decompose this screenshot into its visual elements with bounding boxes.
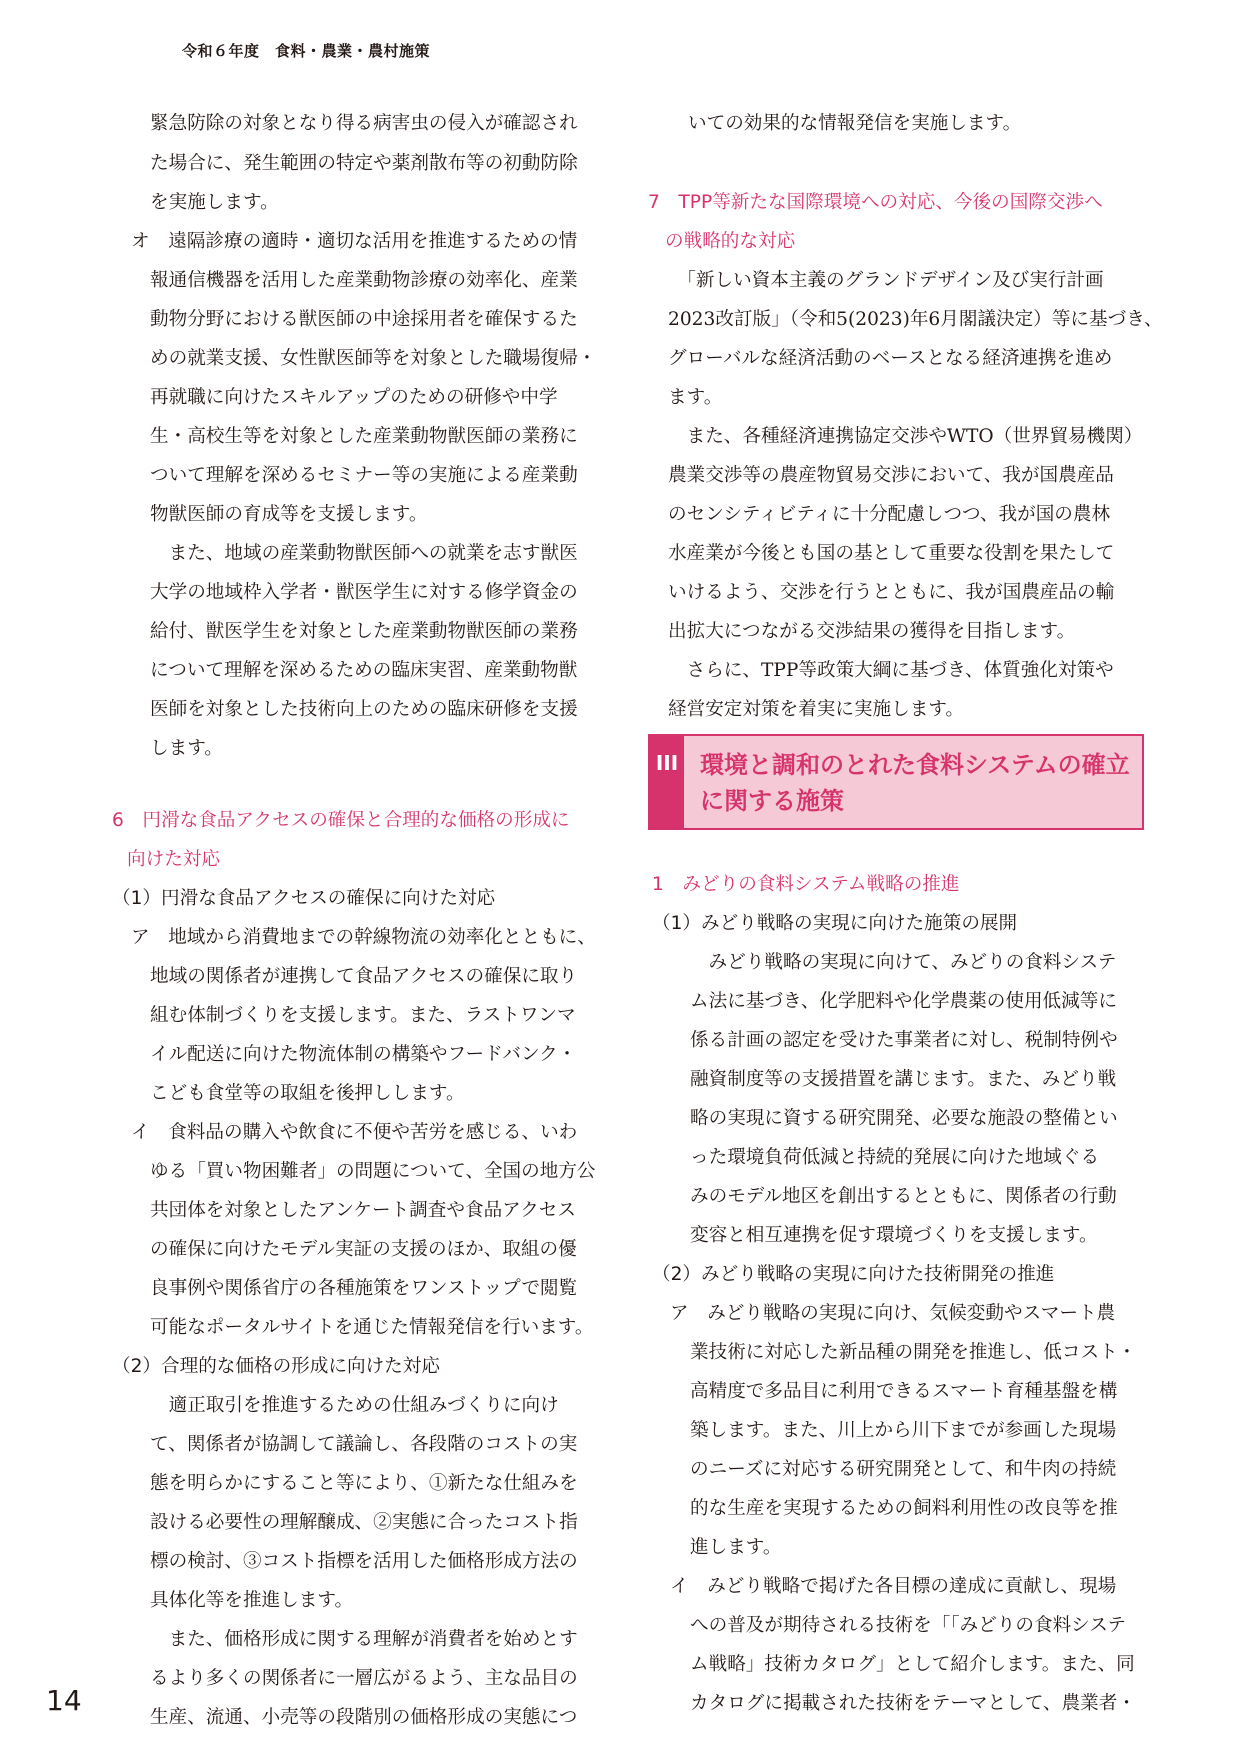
body-line: 設ける必要性の理解醸成、②実態に合ったコスト指: [150, 1512, 578, 1533]
body-line: 生産、流通、小売等の段階別の価格形成の実態につ: [150, 1707, 578, 1728]
subheading: （2）合理的な価格の形成に向けた対応: [112, 1356, 440, 1377]
body-line: 組む体制づくりを支援します。また、ラストワンマ: [150, 1005, 576, 1026]
page-number: 14: [46, 1684, 82, 1717]
section-heading-1: 1 みどりの食料システム戦略の推進: [652, 874, 960, 895]
body-line: 係る計画の認定を受けた事業者に対し、税制特例や: [690, 1030, 1118, 1051]
body-line: 的な生産を実現するための飼料利用性の改良等を推: [690, 1498, 1118, 1519]
body-line: いての効果的な情報発信を実施します。: [688, 113, 1022, 134]
body-line: 可能なポータルサイトを通じた情報発信を行います。: [150, 1317, 594, 1338]
body-line: イ みどり戦略で掲げた各目標の達成に貢献し、現場: [670, 1576, 1117, 1597]
body-line: 態を明らかにすること等により、①新たな仕組みを: [150, 1473, 578, 1494]
body-line: 変容と相互連携を促す環境づくりを支援します。: [690, 1225, 1098, 1246]
body-line: 緊急防除の対象となり得る病害虫の侵入が確認され: [150, 113, 578, 134]
body-line: 良事例や関係省庁の各種施策をワンストップで閲覧: [150, 1278, 578, 1299]
body-line: 地域の関係者が連携して食品アクセスの確保に取り: [150, 966, 578, 987]
body-line: ム戦略」技術カタログ」として紹介します。また、同: [690, 1654, 1135, 1675]
body-line: オ 遠隔診療の適時・適切な活用を推進するための情: [131, 231, 578, 252]
body-line: について理解を深めるための臨床実習、産業動物獣: [150, 660, 578, 681]
body-line: 水産業が今後とも国の基として重要な役割を果たして: [668, 543, 1115, 564]
section-heading-6-cont: 向けた対応: [127, 849, 220, 870]
body-line: さらに、TPP等政策大綱に基づき、体質強化対策や: [668, 660, 1114, 681]
section-title-line1: 環境と調和のとれた食料システムの確立: [700, 751, 1130, 779]
body-line: また、地域の産業動物獣医師への就業を志す獣医: [150, 543, 578, 564]
subheading: （1）みどり戦略の実現に向けた施策の展開: [652, 913, 1018, 934]
body-line: 物獣医師の育成等を支援します。: [150, 504, 428, 525]
body-line: 標の検討、③コスト指標を活用した価格形成方法の: [150, 1551, 578, 1572]
body-line: イ 食料品の購入や飲食に不便や苦労を感じる、いわ: [131, 1122, 578, 1143]
running-header: 令和６年度 食料・農業・農村施策: [182, 42, 431, 60]
body-line: 農業交渉等の農産物貿易交渉において、我が国農産品: [668, 465, 1114, 486]
body-line: ア 地域から消費地までの幹線物流の効率化とともに、: [131, 927, 596, 948]
body-line: 経営安定対策を着実に実施します。: [668, 699, 965, 720]
body-line: 再就職に向けたスキルアップのための研修や中学: [150, 387, 558, 408]
body-line: 適正取引を推進するための仕組みづくりに向け: [150, 1395, 559, 1416]
body-line: を実施します。: [150, 192, 279, 213]
body-line: て、関係者が協調して議論し、各段階のコストの実: [150, 1434, 578, 1455]
body-line: 共団体を対象としたアンケート調査や食品アクセス: [150, 1200, 576, 1221]
body-line: った環境負荷低減と持続的発展に向けた地域ぐる: [690, 1147, 1100, 1168]
subheading: （1）円滑な食品アクセスの確保に向けた対応: [112, 888, 496, 909]
body-line: 出拡大につながる交渉結果の獲得を目指します。: [668, 621, 1076, 642]
body-line: みどり戦略の実現に向けて、みどりの食料システ: [690, 952, 1117, 973]
body-line: ます。: [668, 387, 723, 408]
body-line: への普及が期待される技術を「「みどりの食料システ: [690, 1615, 1127, 1636]
body-line: ゆる「買い物困難者」の問題について、全国の地方公: [150, 1161, 596, 1182]
body-line: のセンシティビティに十分配慮しつつ、我が国の農林: [668, 504, 1111, 525]
body-line: グローバルな経済活動のベースとなる経済連携を進め: [668, 348, 1113, 369]
body-line: 医師を対象とした技術向上のための臨床研修を支援: [150, 699, 578, 720]
section-box: [648, 734, 1144, 830]
body-line: ム法に基づき、化学肥料や化学農薬の使用低減等に: [690, 991, 1117, 1012]
section-heading-7: 7 TPP等新たな国際環境への対応、今後の国際交渉へ: [648, 192, 1103, 213]
body-line: イル配送に向けた物流体制の構築やフードバンク・: [150, 1044, 577, 1065]
body-line: みのモデル地区を創出するとともに、関係者の行動: [690, 1186, 1117, 1207]
body-line: ア みどり戦略の実現に向け、気候変動やスマート農: [670, 1303, 1116, 1324]
body-line: の確保に向けたモデル実証の支援のほか、取組の優: [150, 1239, 577, 1260]
subheading: （2）みどり戦略の実現に向けた技術開発の推進: [652, 1264, 1055, 1285]
body-line: めの就業支援、女性獣医師等を対象とした職場復帰・: [150, 348, 597, 369]
body-line: また、価格形成に関する理解が消費者を始めとす: [150, 1629, 578, 1650]
body-line: カタログに掲載された技術をテーマとして、農業者・: [690, 1693, 1136, 1714]
section-title-line2: に関する施策: [700, 787, 844, 815]
body-line: 「新しい資本主義のグランドデザイン及び実行計画: [668, 270, 1104, 291]
body-line: 動物分野における獣医師の中途採用者を確保するた: [150, 309, 578, 330]
body-line: また、各種経済連携協定交渉やWTO（世界貿易機関）: [668, 426, 1143, 447]
body-line: 高精度で多品目に利用できるスマート育種基盤を構: [690, 1381, 1118, 1402]
body-line: 融資制度等の支援措置を講じます。また、みどり戦: [690, 1069, 1117, 1090]
section-number: III: [650, 736, 684, 828]
body-line: 2023改訂版」（令和5(2023)年6月閣議決定）等に基づき、: [668, 309, 1163, 330]
body-line: します。: [150, 738, 223, 759]
body-line: 進します。: [690, 1537, 782, 1558]
section-heading-7-cont: の戦略的な対応: [665, 231, 796, 252]
body-line: 具体化等を推進します。: [150, 1590, 354, 1611]
body-line: 生・高校生等を対象とした産業動物獣医師の業務に: [150, 426, 578, 447]
body-line: こども食堂等の取組を後押しします。: [150, 1083, 465, 1104]
body-line: 大学の地域枠入学者・獣医学生に対する修学資金の: [150, 582, 578, 603]
body-line: るより多くの関係者に一層広がるよう、主な品目の: [150, 1668, 578, 1689]
body-line: 給付、獣医学生を対象とした産業動物獣医師の業務: [150, 621, 578, 642]
body-line: 略の実現に資する研究開発、必要な施設の整備とい: [690, 1108, 1118, 1129]
section-heading-6: 6 円滑な食品アクセスの確保と合理的な価格の形成に: [112, 810, 570, 831]
body-line: 報通信機器を活用した産業動物診療の効率化、産業: [150, 270, 578, 291]
body-line: 築します。また、川上から川下までが参画した現場: [690, 1420, 1117, 1441]
body-line: ついて理解を深めるセミナー等の実施による産業動: [150, 465, 578, 486]
body-line: いけるよう、交渉を行うとともに、我が国農産品の輸: [668, 582, 1115, 603]
body-line: 業技術に対応した新品種の開発を推進し、低コスト・: [690, 1342, 1137, 1363]
body-line: のニーズに対応する研究開発として、和牛肉の持続: [690, 1459, 1117, 1480]
body-line: た場合に、発生範囲の特定や薬剤散布等の初動防除: [150, 153, 578, 174]
